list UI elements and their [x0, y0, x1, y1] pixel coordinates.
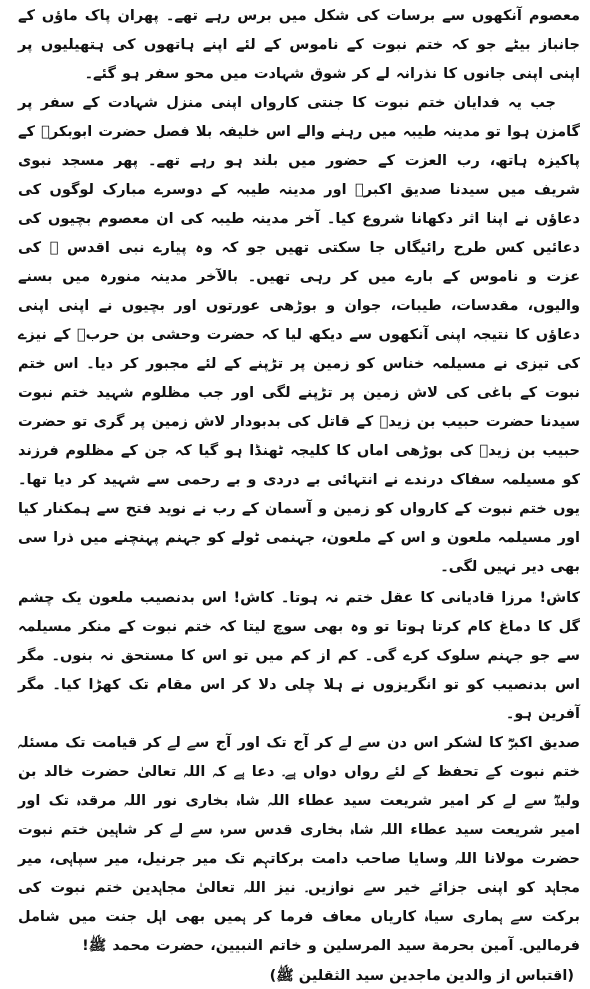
- paragraph-1: معصوم آنکھوں سے برسات کی شکل میں برس رہے تھے۔ پھران پاک ماؤں کے جانباز بیٹے جو کہ ختم نبوت کے ناموس کے لئے اپنے ہاتھوں کی ہتھیلیوں پر اپنی اپنی جانوں کا نذرانہ لے کر شوق شہادت میں محو سفر ہو گئے۔: [18, 8, 580, 82]
- attribution: (اقتباس از والدین ماجدین سید الثقلین ﷺ): [269, 968, 574, 984]
- paragraph-3: کاش! مرزا قادیانی کا عقل ختم نہ ہوتا۔ کاش! اس بدنصیب ملعون یک چشم گل کا دماغ کام کرتا ہوتا تو وہ بھی سوچ لیتا کہ ختم نبوت کے منکر مسیلمہ سے جو جہنم سلوک کرے گی۔ کم از کم میں تو اس کا مستحق نہ بنوں۔ مگر اس بدنصیب کو تو انگریزوں نے ہلا چلی دلا کر اس مقام تک کھڑا کیا۔ مگر آفرین ہو۔: [18, 590, 580, 722]
- document-page: [18, 2, 580, 984]
- paragraph-2: جب یہ فدایان ختم نبوت کا جنتی کارواں اپنی منزل شہادت کے سفر پر گامزن ہوا تو مدینہ طیبہ میں رہنے والے اس خلیفہ بلا فصل حضرت ابوبکرؓ کے پاکیزہ ہاتھ، رب العزت کے حضور میں بلند ہو رہے تھے۔ پھر مسجد نبوی شریف میں سیدنا صدیق اکبرؓ اور مدینہ طیبہ کے دوسرے مبارک لوگوں کی دعاؤں نے اپنا اثر دکھانا شروع کیا۔ آخر مدینہ طیبہ کی ان معصوم بچیوں کی دعائیں کس طرح رائیگاں جا سکتی تھیں جو کہ وہ پیارے نبی اقدس ﷺ کی عزت و ناموس کے بارے میں کر رہی تھیں۔ بالآخر مدینہ منورہ میں بسنے والیوں، مقدسات، طیبات، جوان و بوڑھی عورتوں اور بچیوں نے اپنی اپنی دعاؤں کا نتیجہ اپنی آنکھوں سے دیکھ لیا کہ حضرت وحشی بن حربؓ کے نیزے کی تیزی نے مسیلمہ خناس کو زمین پر تڑپنے کے لئے مجبور کر دیا۔ اس ختم نبوت کے باغی کی لاش زمین پر تڑپنے لگی اور جب مظلوم شہید ختم نبوت سیدنا حضرت حبیب بن زیدؓ کے قاتل کی بدبودار لاش زمین پر گری تو حضرت حبیب بن زیدؓ کی بوڑھی اماں کا کلیجہ ٹھنڈا ہو گیا کہ جن کے مظلوم فرزند کو مسیلمہ سفاک درندے نے انتہائی بے دردی و بے رحمی سے شہید کر دیا تھا۔ یوں ختم نبوت کے کارواں کو زمین و آسمان کے رب نے نوید فتح سے ہمکنار کیا اور مسیلمہ ملعون و اس کے ملعون، جہنمی ٹولے کو جہنم پہنچنے میں ذرا سی بھی دیر نہیں لگی۔: [18, 95, 580, 575]
- paragraph-4: صدیق اکبرؓ کا لشکر اس دن سے لے کر آج تک اور آج سے لے کر قیامت تک مسئلہ ختم نبوت کے تحفظ کے لئے رواں دواں ہے۔ دعا ہے کہ اللہ تعالیٰ حضرت خالد بن ولیدؓ سے لے کر امیر شریعت سید عطاء اللہ شاہ بخاری نور اللہ مرقدہ تک اور امیر شریعت سید عطاء اللہ شاہ بخاری قدس سرہ سے لے کر شاہین ختم نبوت حضرت مولانا اللہ وسایا صاحب دامت برکاتہم تک میر جرنیل، میر سپاہی، میر مجاہد کو اپنی جزائے خیر سے نوازیں۔ نیز اللہ تعالیٰ مجاہدین ختم نبوت کی برکت سے ہماری سیاہ کاریاں معاف فرما کر ہمیں بھی اہل جنت میں شامل فرمالیں۔ آمین بحرمة سید المرسلین و خاتم النبیین، حضرت محمد ﷺ!: [18, 735, 580, 954]
